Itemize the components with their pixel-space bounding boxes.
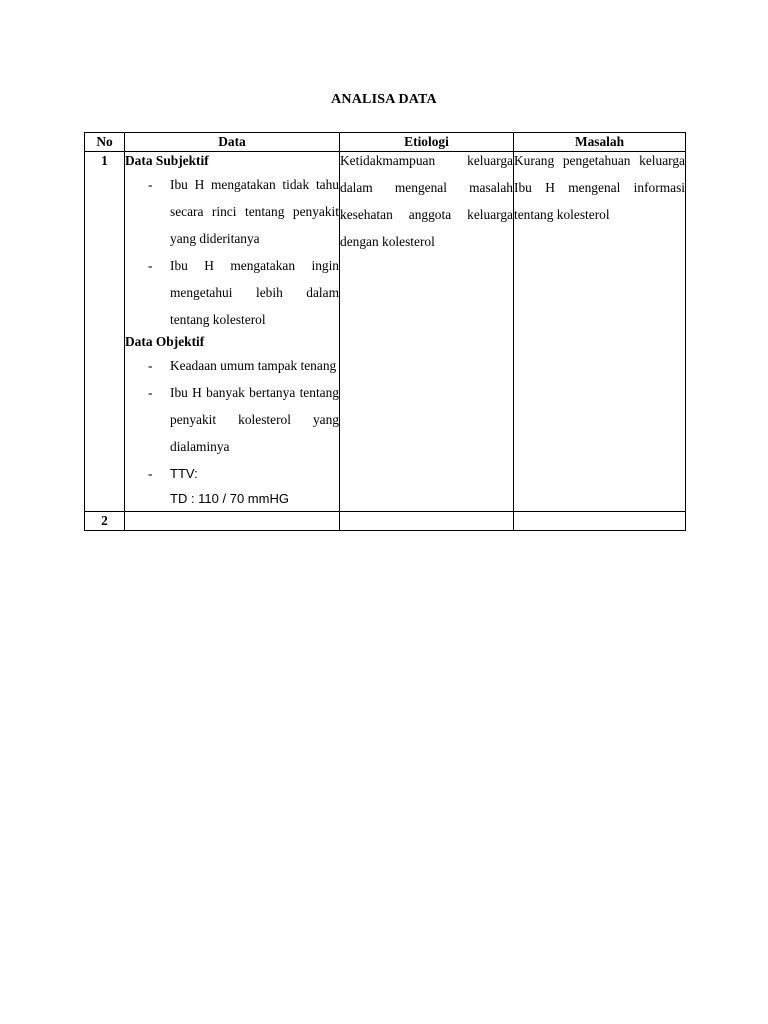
bullet-dash: -: [148, 385, 153, 400]
list-item: [125, 460, 339, 511]
analysis-table: [84, 132, 686, 531]
data-cell: [125, 512, 340, 531]
header-masalah: Masalah: [514, 133, 686, 152]
bullet-dash: -: [148, 358, 153, 373]
masalah-cell: [514, 512, 686, 531]
objective-list: [125, 352, 339, 511]
ttv-label: TTV:: [170, 466, 198, 481]
masalah-text: Kurang pengetahuan keluarga Ibu H mengenal informasi tentang kolesterol: [514, 153, 685, 222]
list-item: [125, 352, 339, 379]
subjective-item-text: Ibu H mengatakan ingin mengetahui lebih dalam tentang kolesterol: [170, 258, 339, 327]
page-title: ANALISA DATA: [331, 92, 437, 107]
etiologi-cell: [340, 152, 514, 512]
list-item: [125, 171, 339, 252]
table-row: [85, 152, 686, 512]
header-data: Data: [125, 133, 340, 152]
objective-data-label: Data Objektif: [125, 334, 205, 349]
bullet-dash: -: [148, 466, 153, 481]
ttv-value: TD : 110 / 70 mmHG: [170, 491, 289, 506]
bullet-dash: -: [148, 177, 153, 192]
subjective-data-label: Data Subjektif: [125, 153, 209, 168]
data-cell: [125, 152, 340, 512]
objective-item-text: Ibu H banyak bertanya tentang penyakit kolesterol yang dialaminya: [170, 385, 339, 454]
list-item: [125, 379, 339, 460]
header-etiologi: Etiologi: [340, 133, 514, 152]
subjective-item-text: Ibu H mengatakan tidak tahu secara rinci tentang penyakit yang dideritanya: [170, 177, 339, 246]
masalah-cell: [514, 152, 686, 512]
row-number: 1: [85, 152, 125, 512]
etiologi-cell: [340, 512, 514, 531]
etiologi-text: Ketidakmampuan keluarga dalam mengenal masalah kesehatan anggota keluarga dengan kolesterol: [340, 153, 513, 249]
header-no: No: [85, 133, 125, 152]
subjective-list: [125, 171, 339, 333]
list-item: [125, 252, 339, 333]
table-row: [85, 512, 686, 531]
row-number: 2: [85, 512, 125, 531]
objective-item-text: Keadaan umum tampak tenang: [170, 358, 337, 373]
bullet-dash: -: [148, 258, 153, 273]
